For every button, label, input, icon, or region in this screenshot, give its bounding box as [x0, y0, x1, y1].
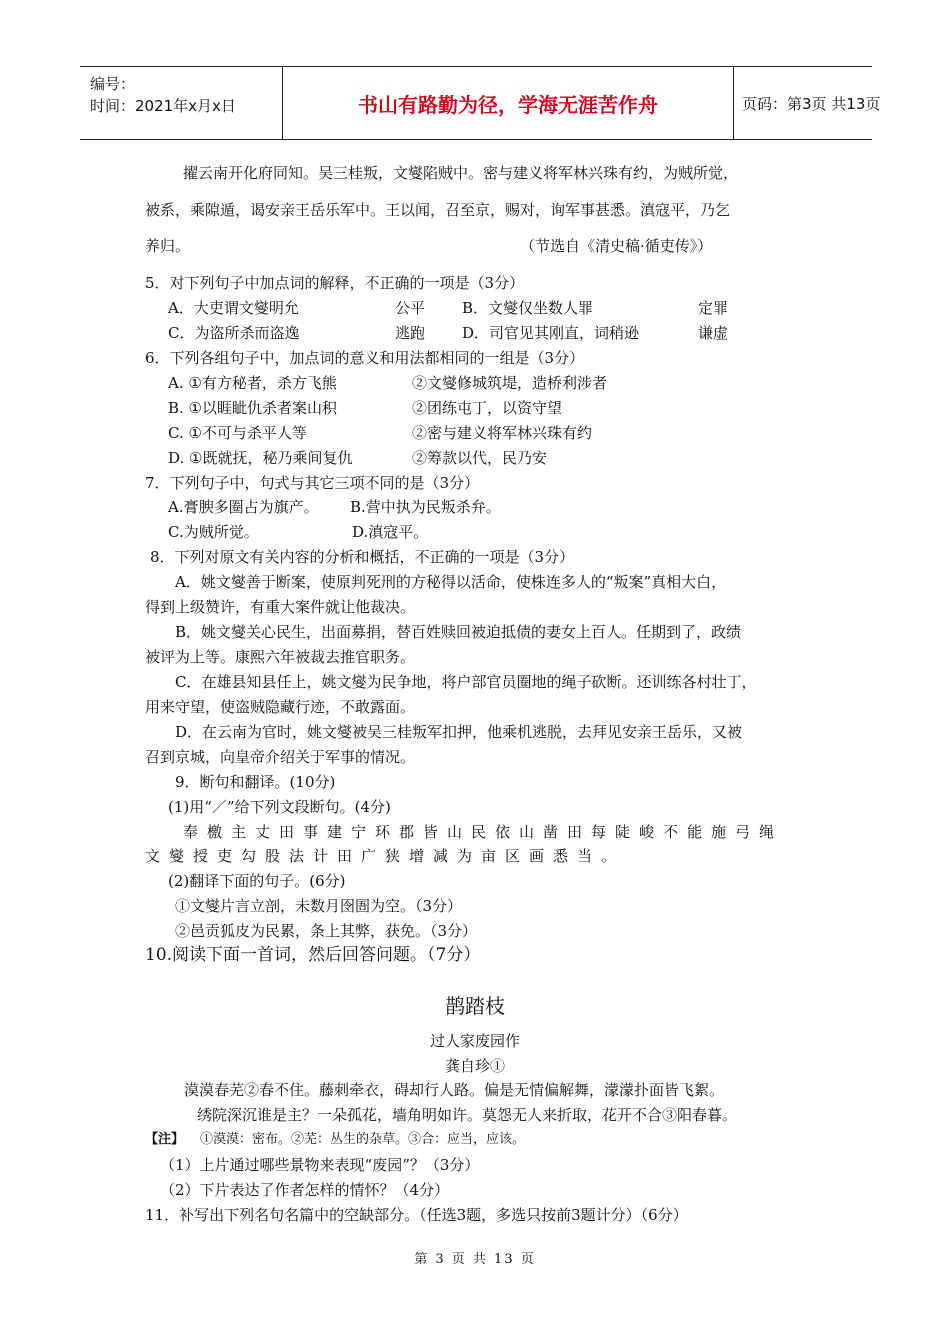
q9-stem: 9．断句和翻译。(10分): [175, 773, 336, 791]
q9-part-2: (2)翻译下面的句子。(6分): [168, 872, 346, 890]
q7-option-d: D.滇寇平。: [352, 523, 429, 541]
q6-d1: D. ①既就抚，秘乃乘间复仇: [168, 449, 353, 467]
q6-d2: ②筹款以代，民乃安: [412, 449, 548, 467]
poem-verse-1: 漠漠春芜②春不住。藤刺牵衣，碍却行人路。偏是无情偏解舞，濛濛扑面皆飞絮。: [184, 1081, 725, 1099]
q8-c-line-1: C．在雄县知县任上，姚文燮为民争地，将户部官员圈地的绳子砍断。还训练各村壮丁，: [175, 673, 757, 691]
poem-title: 鹊踏枝: [445, 994, 505, 1018]
q5-option-c: C．为盗所杀而盗逸: [168, 324, 300, 342]
q9-sentence-2: ②邑贡狐皮为民累，条上其弊，获免。（3分）: [175, 922, 478, 940]
q7-option-c: C.为贼所觉。: [168, 523, 259, 541]
q8-b-line-1: B．姚文燮关心民生，出面募捐，替百姓赎回被迫抵债的妻女上百人。任期到了，政绩: [175, 623, 742, 641]
passage-line-3: 养归。: [145, 237, 191, 255]
header-meta: [80, 67, 280, 139]
note-label: 【注】: [145, 1132, 185, 1147]
code-label: 编号：: [90, 75, 136, 93]
q8-a-line-2: 得到上级赞许，有重大案件就让他裁决。: [145, 598, 416, 616]
passage-line-2: 被系，乘隙遁，谒安亲王岳乐军中。王以闻，召至京，赐对，询军事甚悉。滇寇平，乃乞: [145, 201, 731, 219]
header-motto: 书山有路勤为径，学海无涯苦作舟: [282, 67, 734, 139]
q6-b2: ②团练屯丁，以资守望: [412, 399, 563, 417]
q6-b1: B. ①以睚眦仇杀者案山积: [168, 399, 338, 417]
q9-segment-line-1: 奉檄主丈田事建宁环郡皆山民依山凿田每陡峻不能施弓绳: [183, 823, 784, 841]
q9-sentence-1: ①文燮片言立剖，未数月囹圄为空。（3分）: [175, 897, 463, 915]
q5-option-b-answer: 定罪: [698, 299, 729, 317]
q6-a2: ②文燮修城筑堤，造桥利涉者: [412, 374, 608, 392]
q5-option-c-answer: 逃跑: [395, 324, 426, 342]
q5-option-b: B．文燮仅坐数人罪: [462, 299, 594, 317]
q7-stem: 7．下列句子中，句式与其它三项不同的是（3分）: [145, 474, 480, 492]
q9-segment-line-2: 文燮授吏勾股法计田广狭增减为亩区画悉当。: [145, 847, 626, 865]
q6-a1: A. ①有方秘者，杀方飞熊: [168, 374, 337, 392]
page-footer: 第 3 页 共 13 页: [414, 1252, 536, 1267]
poem-author: 龚自珍①: [444, 1057, 505, 1075]
q8-d-line-2: 召到京城，向皇帝介绍关于军事的情况。: [145, 748, 416, 766]
passage-line-1: 擢云南开化府同知。吴三桂叛，文燮陷贼中。密与建义将军林兴珠有约，为贼所觉，: [183, 164, 739, 182]
page-header: [80, 66, 881, 140]
q11-stem: 11．补写出下列名句名篇中的空缺部分。（任选3题，多选只按前3题计分）（6分）: [145, 1206, 688, 1224]
poem-verse-2: 绣院深沉谁是主？一朵孤花，墙角明如许。莫怨无人来折取，花开不合③阳春暮。: [197, 1106, 738, 1124]
q6-c2: ②密与建义将军林兴珠有约: [412, 424, 593, 442]
q10-subquestion-1: （1）上片通过哪些景物来表现“废园”？（3分）: [160, 1156, 480, 1174]
q8-a-line-1: A．姚文燮善于断案，使原判死刑的方秘得以活命，使株连多人的“叛案”真相大白，: [175, 573, 727, 591]
q5-option-a: A．大吏谓文燮明允: [168, 299, 299, 317]
q5-option-a-answer: 公平: [395, 299, 426, 317]
q6-stem: 6．下列各组句子中，加点词的意义和用法都相同的一组是（3分）: [145, 349, 585, 367]
note-text: ①漠漠：密布。②芜：丛生的杂草。③合：应当，应该。: [200, 1132, 526, 1147]
q6-c1: C. ①不可与杀平人等: [168, 424, 307, 442]
q5-stem: 5．对下列句子中加点词的解释，不正确的一项是（3分）: [145, 274, 525, 292]
poem-subtitle: 过人家废园作: [429, 1032, 520, 1050]
q7-option-b: B.营中执为民叛杀弁。: [350, 498, 501, 516]
q10-stem: 10.阅读下面一首词，然后回答问题。（7分）: [145, 945, 481, 965]
date-label: 时间：2021年x月x日: [90, 97, 236, 115]
q5-option-d: D．司官见其刚直，词稍逊: [462, 324, 640, 342]
q8-c-line-2: 用来守望，使盗贼隐藏行迹，不敢露面。: [145, 698, 416, 716]
q8-b-line-2: 被评为上等。康熙六年被裁去推官职务。: [145, 648, 416, 666]
q10-subquestion-2: （2）下片表达了作者怎样的情怀？（4分）: [160, 1181, 450, 1199]
q7-option-a: A.膏腴多圈占为旗产。: [168, 498, 319, 516]
q8-d-line-1: D．在云南为官时，姚文燮被吴三桂叛军扣押，他乘机逃脱，去拜见安亲王岳乐，又被: [175, 723, 743, 741]
q5-option-d-answer: 谦虚: [698, 324, 729, 342]
q9-part-1: (1)用“／”给下列文段断句。(4分): [168, 798, 391, 816]
header-page-info: 页码：第3页 共13页: [742, 94, 881, 113]
passage-source: （节选自《清史稿·循吏传》）: [520, 237, 713, 255]
q8-stem: 8．下列对原文有关内容的分析和概括，不正确的一项是（3分）: [150, 548, 575, 566]
